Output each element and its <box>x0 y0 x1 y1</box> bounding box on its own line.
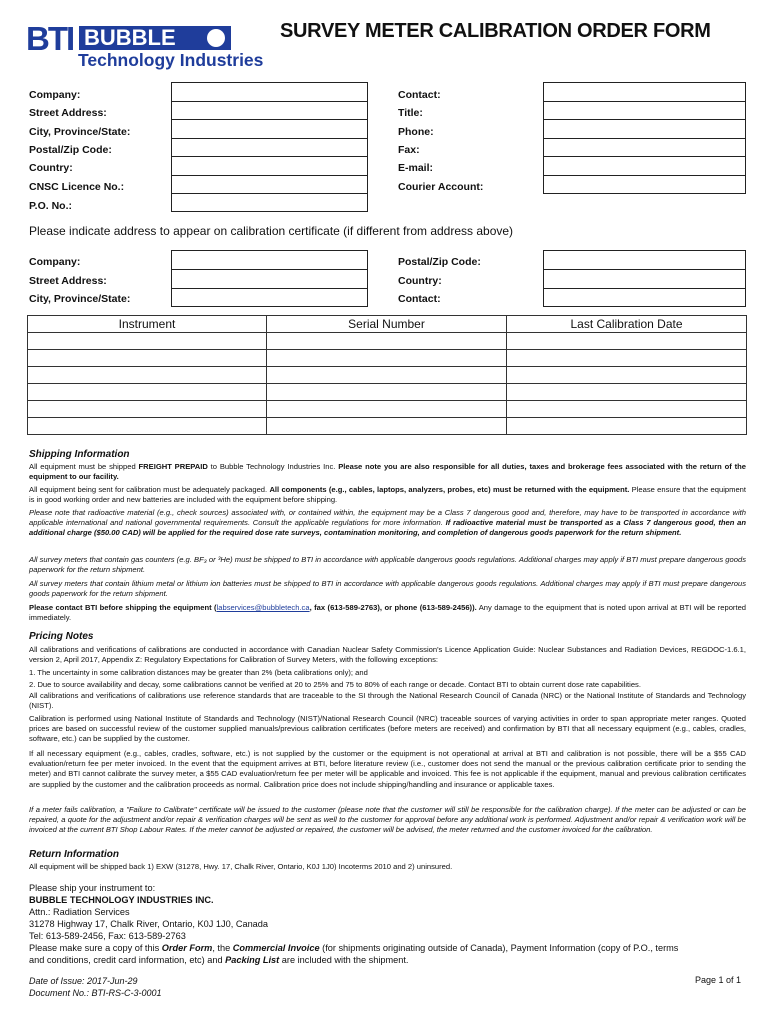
row-divider <box>543 101 746 102</box>
last-calibration-date-cell[interactable] <box>507 333 747 350</box>
shipping-paragraph-3: Please note that radioactive material (e.g., check sources) associated with, or contained within, the equipment may be a Class 7 dangerous good and, therefore, may have to be transported in accordance with applicable international and national governmental requirements. Consult the applicable regulations for more information. If radioactive material must be transported as a Class 7 dangerous good, then an additional charge ($50.00 CAD) will be applied for the required dose rate surveys, contamination monitoring, and completion of dangerous goods paperwork for the return shipment. <box>29 508 746 538</box>
label-title: Title: <box>398 107 423 119</box>
ship-to-block <box>29 882 746 966</box>
row-divider <box>543 156 746 157</box>
instrument-cell[interactable] <box>28 333 267 350</box>
pricing-paragraph-5: Calibration is performed using National Institute of Standards and Technology (NIST)/National Research Council (NRC) traceable sources of varying activities in order to span appropriate meter ranges. Quoted prices are based on successful review of the customer supplied manuals/previous calibration certificates (before meters are received) and confirmation by BTI that all necessary equipment (e.g., cables, cradles, software, etc.) can be supplied by the customer. <box>29 714 746 744</box>
row-divider <box>543 288 746 289</box>
label-street-address: Street Address: <box>29 107 107 119</box>
shipping-paragraph-1: All equipment must be shipped FREIGHT PREPAID to Bubble Technology Industries Inc. Please note you are also responsible for all duties, taxes and brokerage fees associated with the return of the equipment to our facility. <box>29 462 746 482</box>
instrument-cell[interactable] <box>28 350 267 367</box>
table-row <box>28 384 747 401</box>
shipping-paragraph-2: All equipment being sent for calibration must be adequately packaged. All components (e.g., cables, laptops, analyzers, probes, etc) must be returned with the equipment. Please ensure that the equipment is in good working order and new batteries are included with the equipment before shipping. <box>29 485 746 505</box>
ship-to-company: BUBBLE TECHNOLOGY INDUSTRIES INC. <box>29 895 214 905</box>
last-calibration-date-cell[interactable] <box>507 418 747 435</box>
logo-tech-text: Technology Industries <box>78 50 264 70</box>
serial-number-cell[interactable] <box>267 418 507 435</box>
logo-bti-text: BTI <box>26 20 74 57</box>
label-fax: Fax: <box>398 144 420 156</box>
row-divider <box>171 175 368 176</box>
row-divider <box>171 269 368 270</box>
shipping-heading: Shipping Information <box>29 449 130 460</box>
row-divider <box>171 156 368 157</box>
ship-to-address: 31278 Highway 17, Chalk River, Ontario, K0J 1J0, Canada <box>29 919 269 929</box>
table-row <box>28 401 747 418</box>
row-divider <box>171 119 368 120</box>
table-row <box>28 350 747 367</box>
pricing-paragraph-3: 2. Due to source availability and decay, some calibrations cannot be verified at 20 to 25% and 75 to 80% of each range or decade. Contact BTI to obtain current dose rate capabilities. <box>29 680 641 689</box>
shipping-paragraph-5: All survey meters that contain lithium metal or lithium ion batteries must be shipped to BTI in accordance with applicable dangerous goods regulations. Additional charges may apply if BTI must prepare dangerous goods paperwork for the return shipment. <box>29 579 746 599</box>
label-courier-account: Courier Account: <box>398 181 484 193</box>
row-divider <box>543 138 746 139</box>
pricing-heading: Pricing Notes <box>29 631 94 642</box>
label-cert-postal-code: Postal/Zip Code: <box>398 256 481 268</box>
instrument-cell[interactable] <box>28 418 267 435</box>
ship-to-documents-line-2: and conditions, credit card information, etc) and Packing List are included with the shipment. <box>29 955 409 965</box>
pricing-paragraph-6: If all necessary equipment (e.g., cables, cradles, software, etc.) is not supplied by the customer or the equipment is not operational at arrival at BTI and calibration is not possible, there will be a $55 CAD evaluation/return fee per meter invoiced. In the event that the equipment arrives at BTI, before literature review (i.e., customer does not send the manual or the previous calibration certificate prior to sending the meter) and BTI cannot calibrate the survey meter, a $55 CAD evaluation/return fee per meter will be applicable and invoiced. This fee is not applicable if the equipment, manual and previous calibration certificates are supplied by the customer and the calibration proceeds as normal. Calibration price does not include shipping/handling and insurance or applicable taxes. <box>29 749 746 789</box>
table-row <box>28 418 747 435</box>
cert-address-right-field[interactable] <box>543 250 746 307</box>
table-row <box>28 367 747 384</box>
date-of-issue: Date of Issue: 2017-Jun-29 <box>29 976 138 986</box>
serial-number-cell[interactable] <box>267 333 507 350</box>
ship-to-documents-line-1: Please make sure a copy of this Order Form, the Commercial Invoice (for shipments originating outside of Canada), Payment Information (copy of P.O., terms <box>29 943 679 953</box>
row-divider <box>543 269 746 270</box>
serial-number-cell[interactable] <box>267 384 507 401</box>
instrument-cell[interactable] <box>28 384 267 401</box>
serial-number-cell[interactable] <box>267 350 507 367</box>
logo-bubble-icon <box>207 29 225 47</box>
label-country: Country: <box>29 162 73 174</box>
row-divider <box>171 193 368 194</box>
label-phone: Phone: <box>398 126 434 138</box>
pricing-paragraph-4: All calibrations and verifications of calibrations use reference standards that are traceable to the SI through the National Research Council of Canada (NRC) or the National Institute of Standards and Technology (NIST). <box>29 691 746 711</box>
certificate-address-note: Please indicate address to appear on calibration certificate (if different from address above) <box>29 224 514 238</box>
row-divider <box>171 288 368 289</box>
row-divider <box>171 138 368 139</box>
last-calibration-date-column-header: Last Calibration Date <box>507 316 747 333</box>
last-calibration-date-cell[interactable] <box>507 384 747 401</box>
instrument-table <box>27 315 747 435</box>
last-calibration-date-cell[interactable] <box>507 401 747 418</box>
label-cert-company: Company: <box>29 256 81 268</box>
instrument-cell[interactable] <box>28 401 267 418</box>
label-po-number: P.O. No.: <box>29 200 72 212</box>
ship-to-phone-fax: Tel: 613-589-2456, Fax: 613-589-2763 <box>29 931 186 941</box>
label-cert-street-address: Street Address: <box>29 275 107 287</box>
label-cnsc-licence: CNSC Licence No.: <box>29 181 125 193</box>
label-email: E-mail: <box>398 162 434 174</box>
instrument-column-header: Instrument <box>28 316 267 333</box>
return-paragraph: All equipment will be shipped back 1) EXW (31278, Hwy. 17, Chalk River, Ontario, K0J 1J0) Incoterms 2010 and 2) uninsured. <box>29 862 453 871</box>
cert-address-left-field[interactable] <box>171 250 368 307</box>
pricing-paragraph-7: If a meter fails calibration, a "Failure to Calibrate" certificate will be issued to the customer (please note that the customer will still be responsible for the calibration charge). If the meter can be adjusted or can be repaired, a quote for the adjustment and/or repair & verification charges will be sent as well to the customer for approval before any additional work is performed. Adjustment and/or repair & verification work will be invoiced at the current BTI Shop Labour Rates. If the meter cannot be adjusted or repaired, the customer will be advised, the meter returned and the customer invoiced for the calibration. <box>29 805 746 835</box>
label-cert-country: Country: <box>398 275 442 287</box>
serial-number-column-header: Serial Number <box>267 316 507 333</box>
last-calibration-date-cell[interactable] <box>507 350 747 367</box>
label-company: Company: <box>29 89 81 101</box>
pricing-paragraph-2: 1. The uncertainty in some calibration distances may be greater than 2% (beta calibrations only); and <box>29 668 368 677</box>
ship-to-attention: Attn.: Radiation Services <box>29 907 130 917</box>
table-row <box>28 333 747 350</box>
serial-number-cell[interactable] <box>267 401 507 418</box>
label-postal-code: Postal/Zip Code: <box>29 144 112 156</box>
logo-bubble-text: BUBBLE <box>84 25 176 50</box>
labservices-email-link[interactable]: labservices@bubbletech.ca <box>216 603 310 612</box>
shipping-paragraph-6: Please contact BTI before shipping the equipment (labservices@bubbletech.ca, fax (613-589-2763), or phone (613-589-2456)). Any damage to the equipment that is noted upon arrival at BTI will be reported immediately. <box>29 603 747 623</box>
pricing-paragraph-1: All calibrations and verifications of calibrations are conducted in accordance with Canadian Nuclear Safety Commission's Licence Application Guide: Nuclear Substances and Radiation Devices, REGDOC-1.6.1, version 2, April 2017, Appendix Z: Regulatory Expectations for Calibration of Survey Meters, with the following exceptions: <box>29 645 746 665</box>
row-divider <box>171 101 368 102</box>
label-cert-city-province: City, Province/State: <box>29 293 131 305</box>
instrument-cell[interactable] <box>28 367 267 384</box>
label-cert-contact: Contact: <box>398 293 441 305</box>
label-contact: Contact: <box>398 89 441 101</box>
return-heading: Return Information <box>29 849 119 860</box>
page-number: Page 1 of 1 <box>695 975 742 985</box>
row-divider <box>543 119 746 120</box>
shipping-paragraph-4: All survey meters that contain gas counters (e.g. BF₃ or ³He) must be shipped to BTI in accordance with applicable dangerous goods regulations. Additional charges may apply if BTI must prepare dangerous goods paperwork for the return shipment. <box>29 555 746 575</box>
footer-document-info <box>29 975 162 999</box>
serial-number-cell[interactable] <box>267 367 507 384</box>
document-number: Document No.: BTI-RS-C-3-0001 <box>29 988 162 998</box>
bti-logo <box>26 20 264 70</box>
label-city-province: City, Province/State: <box>29 126 131 138</box>
page-title: SURVEY METER CALIBRATION ORDER FORM <box>280 20 711 42</box>
row-divider <box>543 175 746 176</box>
ship-to-intro: Please ship your instrument to: <box>29 883 156 893</box>
last-calibration-date-cell[interactable] <box>507 367 747 384</box>
